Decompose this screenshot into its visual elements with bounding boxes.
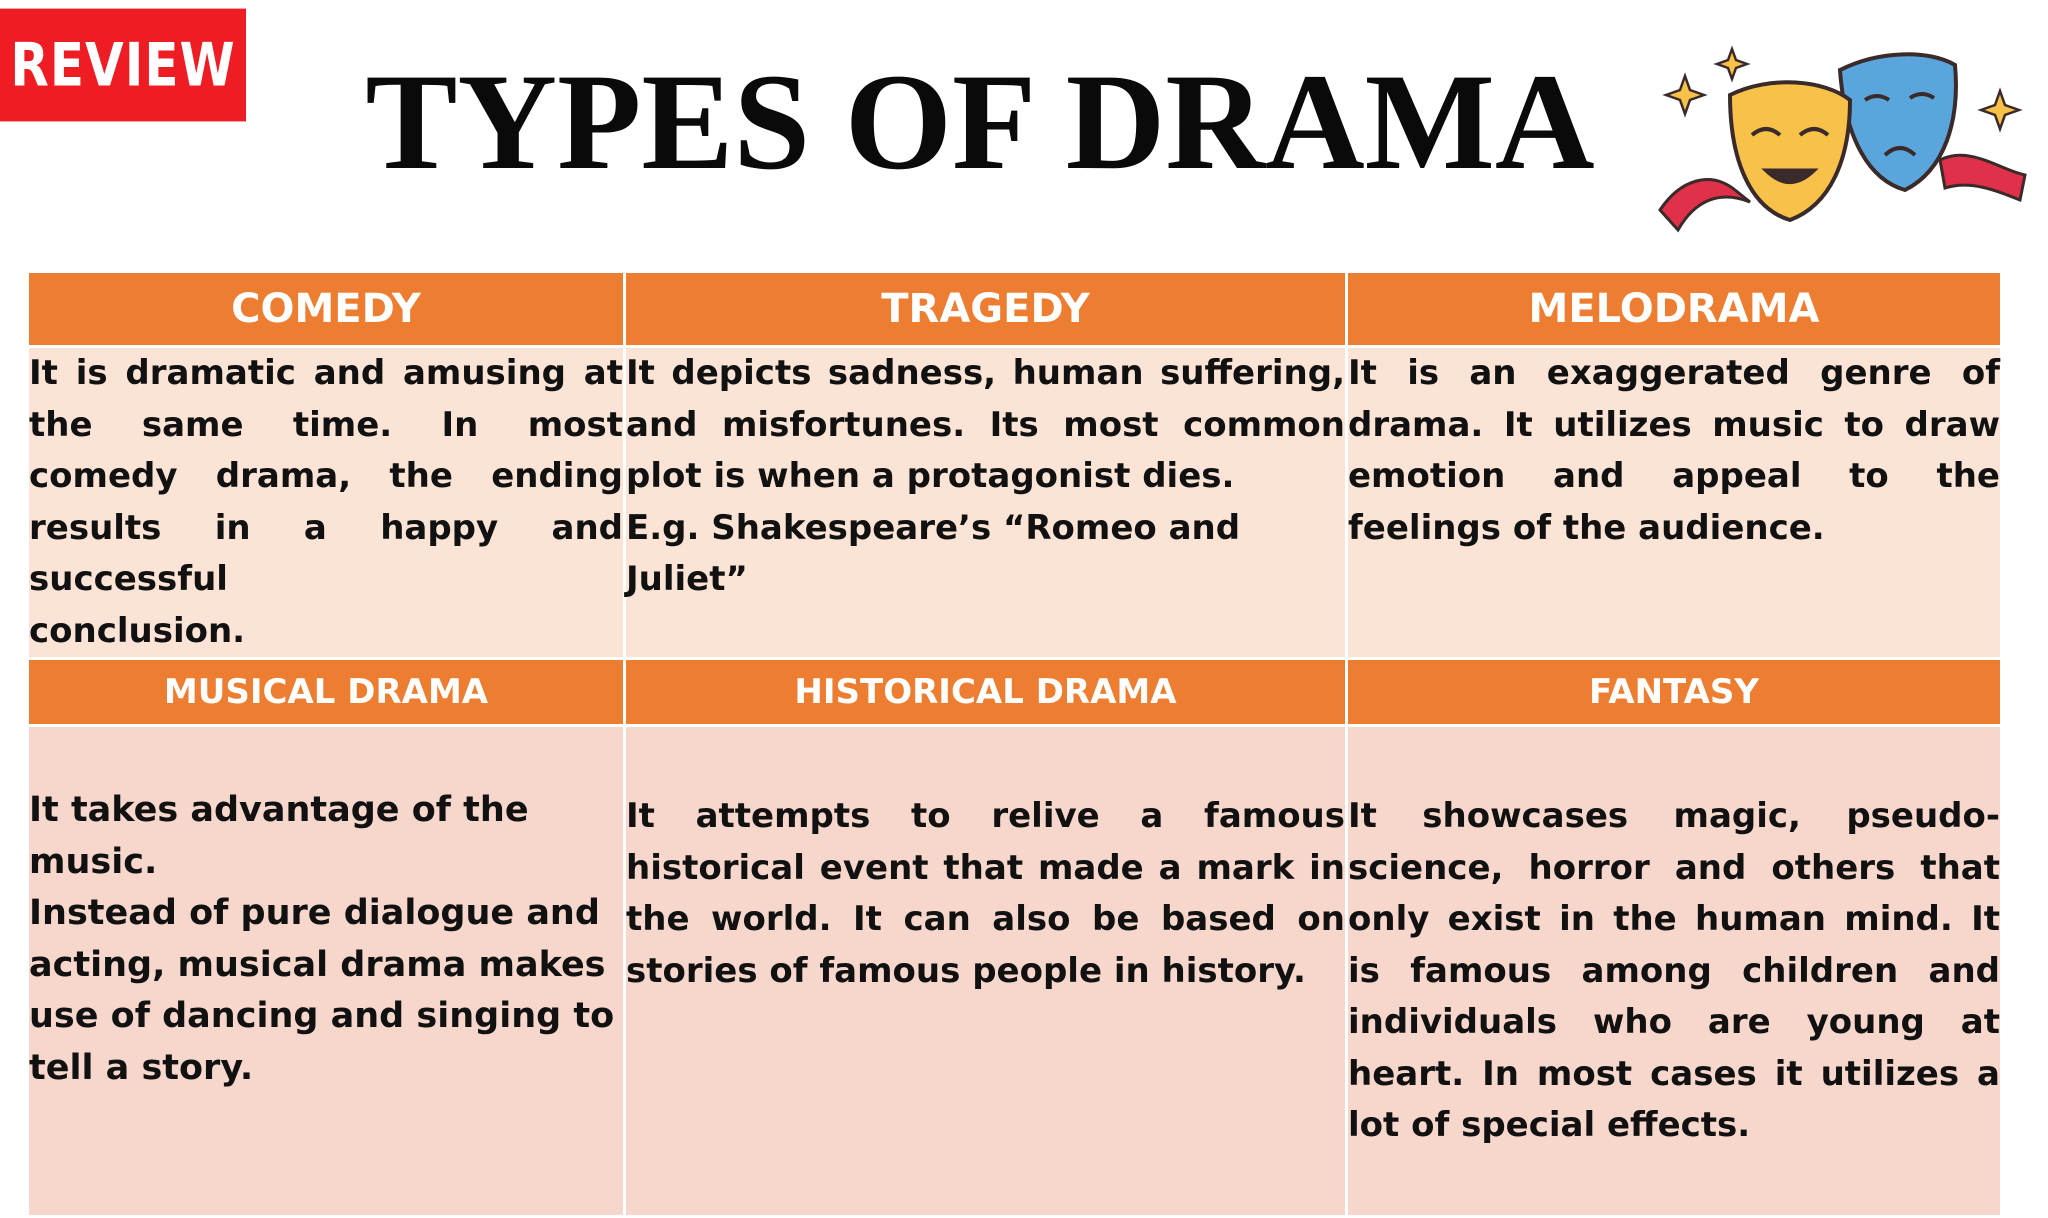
review-badge: REVIEW: [0, 9, 246, 122]
header-melodrama: MELODRAMA: [1347, 272, 2002, 347]
melodrama-description: It is an exaggerated genre of drama. It utilizes music to draw emotion and appeal to the feelings of the audience.: [1347, 347, 2002, 659]
header-fantasy: FANTASY: [1347, 659, 2002, 726]
tragedy-description: It depicts sadness, human suffering, and misfortunes. Its most common plot is when a protagonist dies. E.g. Shakespeare’s “Romeo and Juliet”: [625, 347, 1347, 659]
comedy-description: It is dramatic and amusing at the same time. In most comedy drama, the ending results in a happy and successful conclusion.: [28, 347, 625, 659]
header-historical-drama: HISTORICAL DRAMA: [625, 659, 1347, 726]
header-tragedy: TRAGEDY: [625, 272, 1347, 347]
theater-masks-icon: [1640, 40, 2040, 240]
drama-types-table: [26, 270, 2003, 1218]
page-title: TYPES OF DRAMA: [365, 45, 1595, 198]
fantasy-description: It showcases magic, pseudo-science, horror and others that only exist in the human mind. It is famous among children and individuals who are young at heart. In most cases it utilizes a lot of special effects.: [1347, 726, 2002, 1217]
header-musical-drama: MUSICAL DRAMA: [28, 659, 625, 726]
header-comedy: COMEDY: [28, 272, 625, 347]
musical-drama-description: It takes advantage of the music. Instead of pure dialogue and acting, musical drama makes use of dancing and singing to tell a story.: [28, 726, 625, 1217]
historical-drama-description: It attempts to relive a famous historical event that made a mark in the world. It can also be based on stories of famous people in history.: [625, 726, 1347, 1217]
